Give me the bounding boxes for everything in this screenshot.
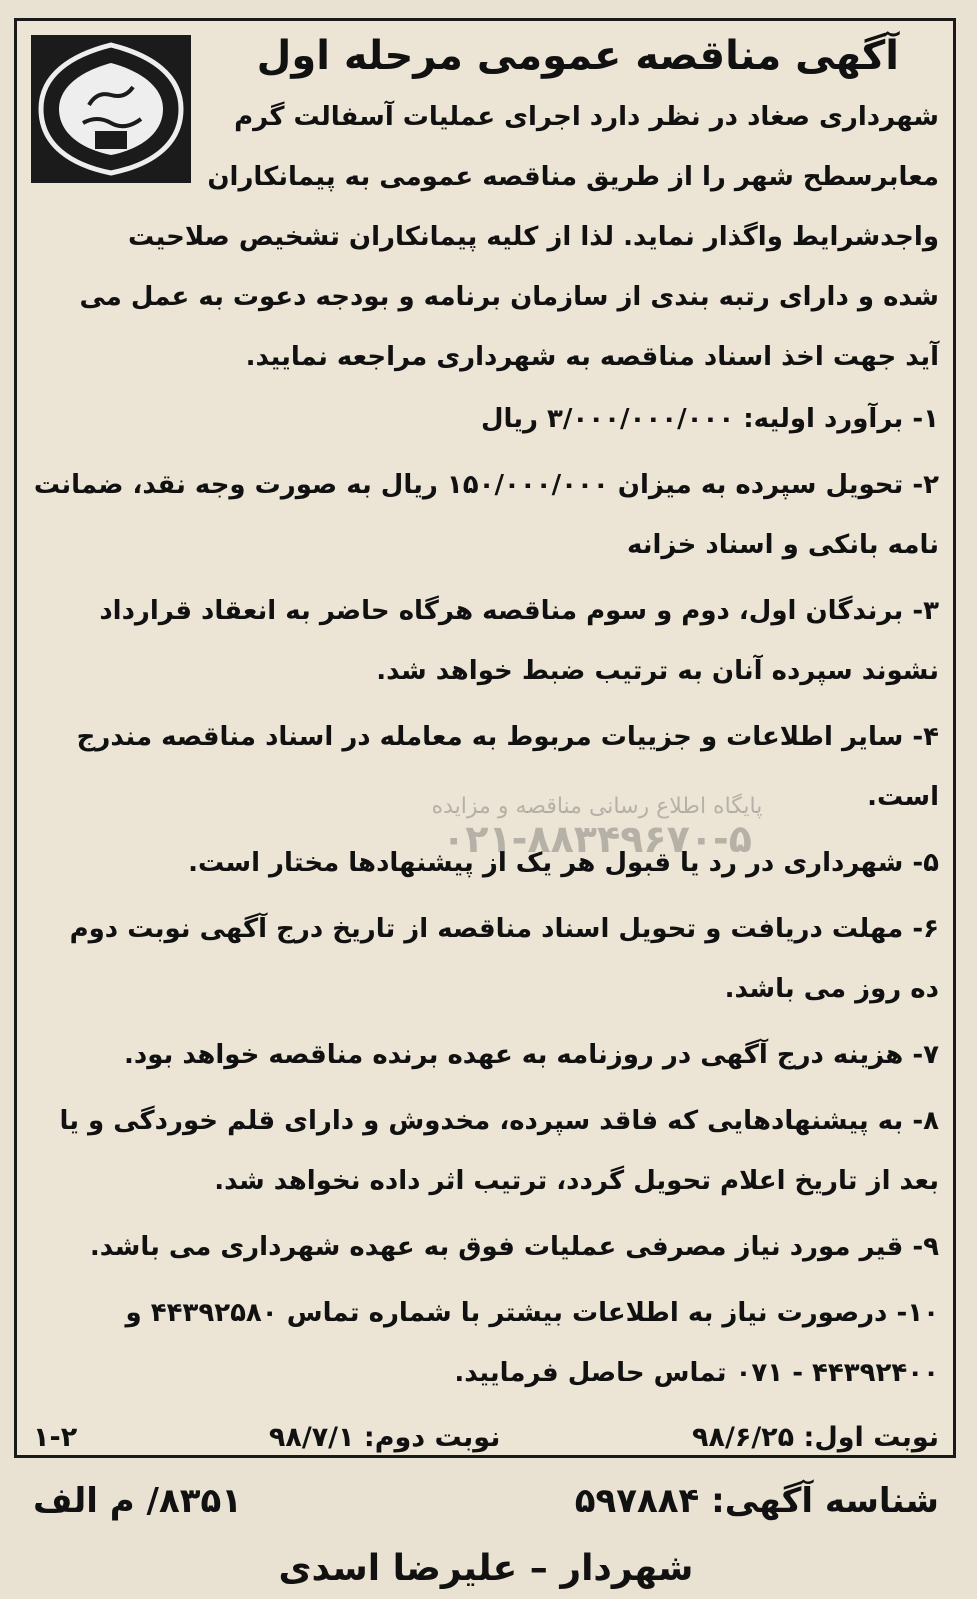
conditions-list [33, 389, 939, 1403]
notice-frame [14, 18, 956, 1589]
second-round-date: نوبت دوم: ۹۸/۷/۱ [268, 1422, 501, 1453]
condition-item: ۱۰- درصورت نیاز به اطلاعات بیشتر با شماره تماس ۴۴۳۹۲۵۸۰ و ۴۴۳۹۲۴۰۰ - ۰۷۱ تماس حاصل فرمایید. [125, 1298, 939, 1388]
notice-title: آگهی مناقصه عمومی مرحله اول [256, 33, 899, 79]
watermark-phone: ۰۲۱-۸۸۳۴۹۶۷۰-۵ [442, 817, 752, 861]
condition-item: ۲- تحویل سپرده به میزان ۱۵۰/۰۰۰/۰۰۰ ریال به صورت وجه نقد، ضمانت نامه بانکی و اسناد خزانه [33, 470, 939, 560]
page-code: ۱-۲ [33, 1422, 78, 1453]
publication-rounds [33, 1413, 939, 1463]
intro-line: شهرداری صغاد در نظر دارد اجرای عملیات آسفالت گرم [234, 102, 939, 132]
intro-line: آید جهت اخذ اسناد مناقصه به شهرداری مراجعه نمایید. [245, 342, 939, 372]
intro-paragraph [33, 87, 939, 387]
intro-line: واجدشرایط واگذار نماید. لذا از کلیه پیمانکاران تشخیص صلاحیت [128, 222, 939, 252]
ad-code: ۸۳۵۱/ م الف [33, 1481, 242, 1521]
watermark-text: پایگاه اطلاع رسانی مناقصه و مزایده [431, 794, 763, 819]
condition-item: ۵- شهرداری در رد یا قبول هر یک از پیشنهادها مختار است. [188, 848, 939, 878]
condition-item: ۷- هزینه درج آگهی در روزنامه به عهده برنده مناقصه خواهد بود. [124, 1040, 939, 1070]
mayor-signature: شهردار – علیرضا اسدی [278, 1548, 694, 1589]
condition-item: ۱- برآورد اولیه: ۳/۰۰۰/۰۰۰/۰۰۰ ریال [480, 404, 939, 434]
condition-item: ۶- مهلت دریافت و تحویل اسناد مناقصه از تاریخ درج آگهی نوبت دوم ده روز می باشد. [69, 914, 939, 1004]
ad-identifier-row [33, 1471, 939, 1531]
intro-line: معابرسطح شهر را از طریق مناقصه عمومی به پیمانکاران [207, 162, 939, 192]
intro-line: شده و دارای رتبه بندی از سازمان برنامه و بودجه دعوت به عمل می [79, 282, 939, 312]
condition-item: ۴- سایر اطلاعات و جزییات مربوط به معامله در اسناد مناقصه مندرج است. [76, 722, 939, 812]
condition-item: ۳- برندگان اول، دوم و سوم مناقصه هرگاه حاضر به انعقاد قرارداد نشوند سپرده آنان به ترتیب ضبط خواهد شد. [99, 596, 939, 686]
ad-id: شناسه آگهی: ۵۹۷۸۸۴ [574, 1481, 939, 1521]
first-round-date: نوبت اول: ۹۸/۶/۲۵ [692, 1422, 939, 1453]
condition-item: ۹- قیر مورد نیاز مصرفی عملیات فوق به عهده شهرداری می باشد. [89, 1232, 939, 1262]
watermark-stamp [387, 791, 807, 861]
condition-item: ۸- به پیشنهادهایی که فاقد سپرده، مخدوش و دارای قلم خوردگی و یا بعد از تاریخ اعلام تحویل گردد، ترتیب اثر داده نخواهد شد. [59, 1106, 939, 1196]
